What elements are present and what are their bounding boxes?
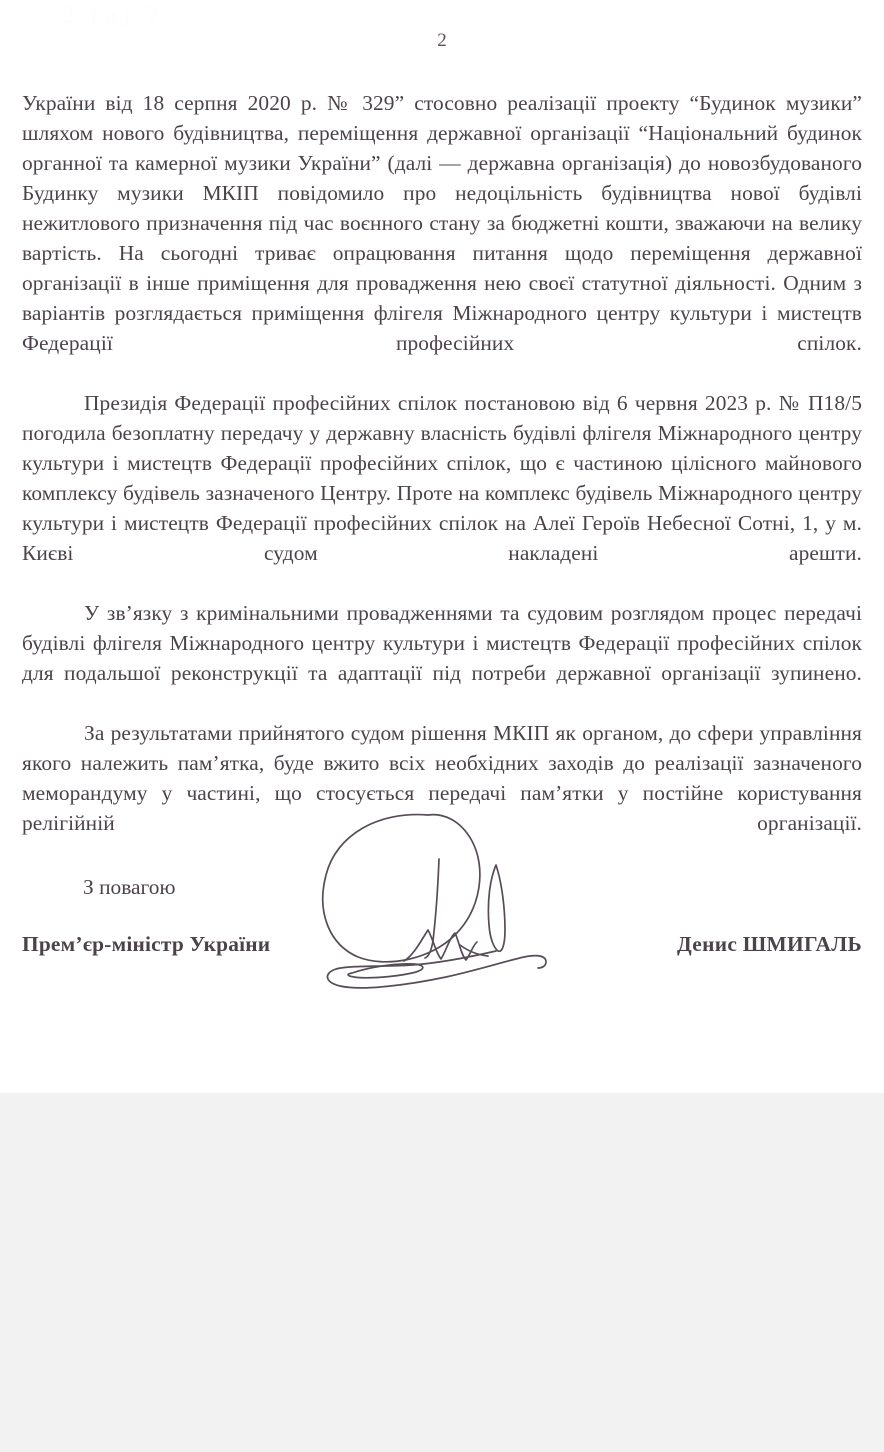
- scan-artifact-watermark: 2 (a) 2: [62, 2, 164, 29]
- paragraph-4: За результатами прийнятого судом рішення МКІП як органом, до сфери управління якого належить пам’ятка, буде вжито всіх необхідних заходів до реалізації зазначеного меморандуму у частині, що стосується передачі пам’ятки у постійне користування релігійній організації.: [22, 721, 862, 835]
- paragraph-3: У зв’язку з кримінальними провадженнями та судовим розглядом процес передачі будівлі флігеля Міжнародного центру культури і мистецтв Федерації професійних спілок для подальшої реконструкції та адаптації під потреби державної організації зупинено.: [22, 601, 862, 685]
- regards-line: З повагою: [83, 875, 176, 899]
- signer-name: Денис ШМИГАЛЬ: [677, 932, 862, 956]
- paragraph-1: України від 18 серпня 2020 р. № 329” стосовно реалізації проекту “Будинок музики” шляхом нового будівництва, переміщення державної організації “Національний будинок органної та камерної музики України” (далі — державна організація) до новозбудованого Будинку музики МКІП повідомило про недоцільність будівництва нової будівлі нежитлового призначення під час воєнного стану за бюджетні кошти, зважаючи на велику вартість. На сьогодні триває опрацювання питання щодо переміщення державної організації в інше приміщення для провадження нею своєї статутної діяльності. Одним з варіантів розглядається приміщення флігеля Міжнародного центру культури і мистецтв Федерації професійних спілок.: [22, 91, 862, 355]
- document-body: [22, 88, 862, 868]
- signer-position-title: Прем’єр-міністр України: [22, 932, 271, 956]
- viewer-backdrop: [0, 1093, 884, 1452]
- paragraph-2: Президія Федерації професійних спілок постановою від 6 червня 2023 р. № П18/5 погодила безоплатну передачу у державну власність будівлі флігеля Міжнародного центру культури і мистецтв Федерації професійних спілок, що є частиною цілісного майнового комплексу будівель зазначеного Центру. Проте на комплекс будівель Міжнародного центру культури і мистецтв Федерації професійних спілок на Алеї Героїв Небесної Сотні, 1, у м. Києві судом накладені арешти.: [22, 391, 862, 565]
- signature-block: [0, 860, 884, 1000]
- page-number: 2: [437, 30, 447, 51]
